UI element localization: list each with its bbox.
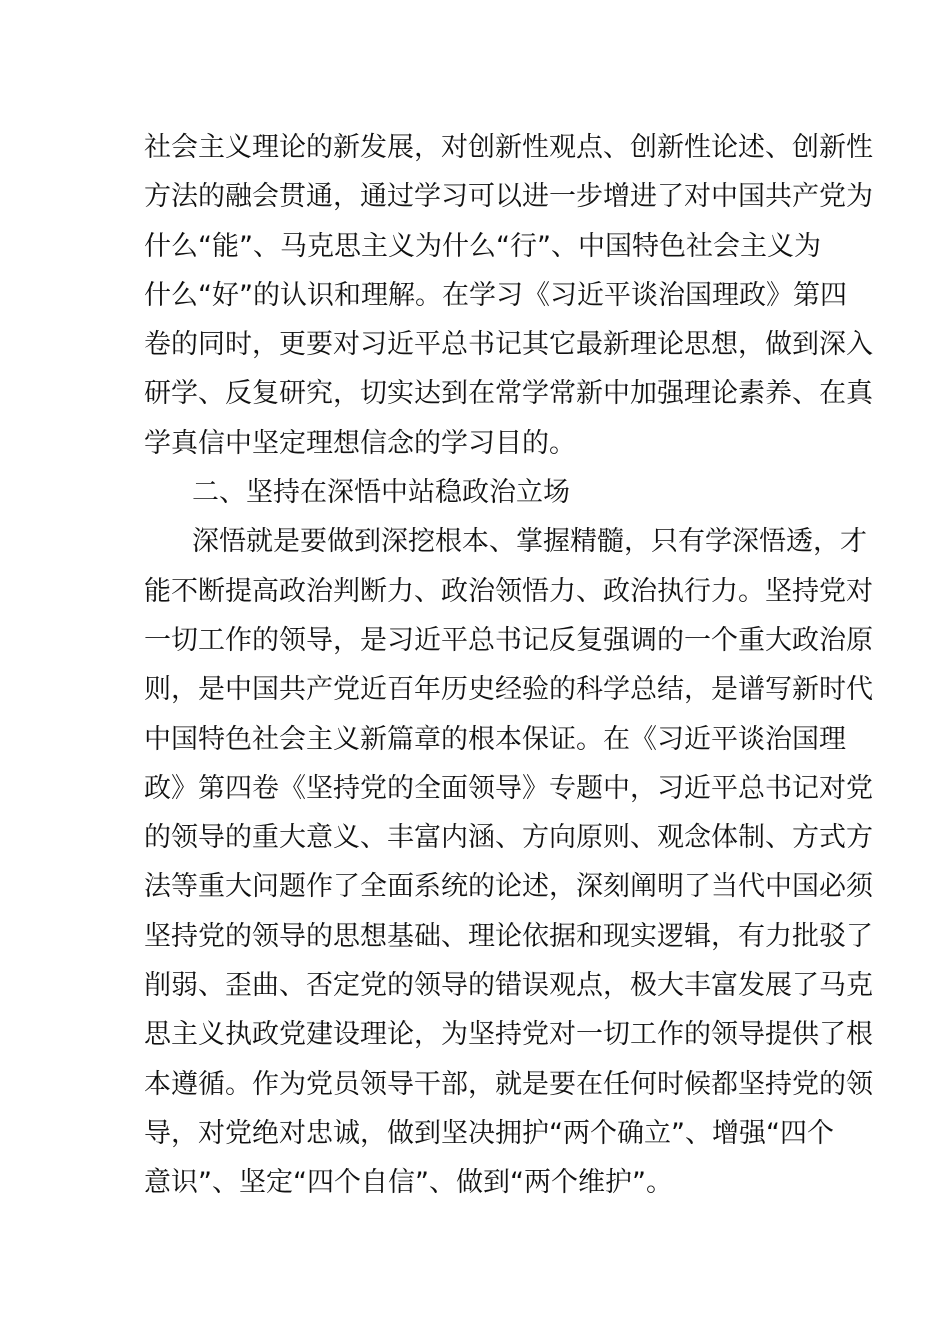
- text-line: 导，对党绝对忠诚，做到坚决拥护“两个确立”、增强“四个: [144, 1117, 834, 1149]
- text-line: 方法的融会贯通，通过学习可以进一步增进了对中国共产党为: [144, 181, 873, 213]
- section-heading: 二、坚持在深悟中站稳政治立场: [192, 477, 570, 509]
- text-line: 卷的同时，更要对习近平总书记其它最新理论思想，做到深入: [144, 329, 873, 361]
- text-line: 削弱、歪曲、否定党的领导的错误观点，极大丰富发展了马克: [144, 970, 873, 1002]
- text-line: 什么“能”、马克思主义为什么“行”、中国特色社会主义为: [144, 230, 821, 262]
- document-body: [144, 123, 873, 1208]
- text-line: 研学、反复研究，切实达到在常学常新中加强理论素养、在真: [144, 378, 873, 410]
- text-line: 政》第四卷《坚持党的全面领导》专题中，习近平总书记对党: [144, 772, 873, 804]
- text-line: 思主义执政党建设理论，为坚持党对一切工作的领导提供了根: [144, 1019, 873, 1051]
- text-line: 中国特色社会主义新篇章的根本保证。在《习近平谈治国理: [144, 723, 846, 755]
- text-line: 法等重大问题作了全面系统的论述，深刻阐明了当代中国必须: [144, 871, 873, 903]
- text-line: 本遵循。作为党员领导干部，就是要在任何时候都坚持党的领: [144, 1068, 873, 1100]
- text-line: 社会主义理论的新发展，对创新性观点、创新性论述、创新性: [144, 132, 873, 163]
- text-line: 能不断提高政治判断力、政治领悟力、政治执行力。坚持党对: [144, 575, 873, 607]
- text-line: 则，是中国共产党近百年历史经验的科学总结，是谱写新时代: [144, 674, 873, 706]
- text-line: 学真信中坚定理想信念的学习目的。: [144, 427, 576, 459]
- text-line: 什么“好”的认识和理解。在学习《习近平谈治国理政》第四: [144, 279, 847, 311]
- text-line: 一切工作的领导，是习近平总书记反复强调的一个重大政治原: [144, 624, 873, 656]
- text-line: 坚持党的领导的思想基础、理论依据和现实逻辑，有力批驳了: [144, 920, 873, 952]
- text-line: 深悟就是要做到深挖根本、掌握精髓，只有学深悟透，才: [192, 526, 867, 558]
- text-line: 意识”、坚定“四个自信”、做到“两个维护”。: [144, 1167, 673, 1199]
- text-line: 的领导的重大意义、丰富内涵、方向原则、观念体制、方式方: [144, 822, 873, 854]
